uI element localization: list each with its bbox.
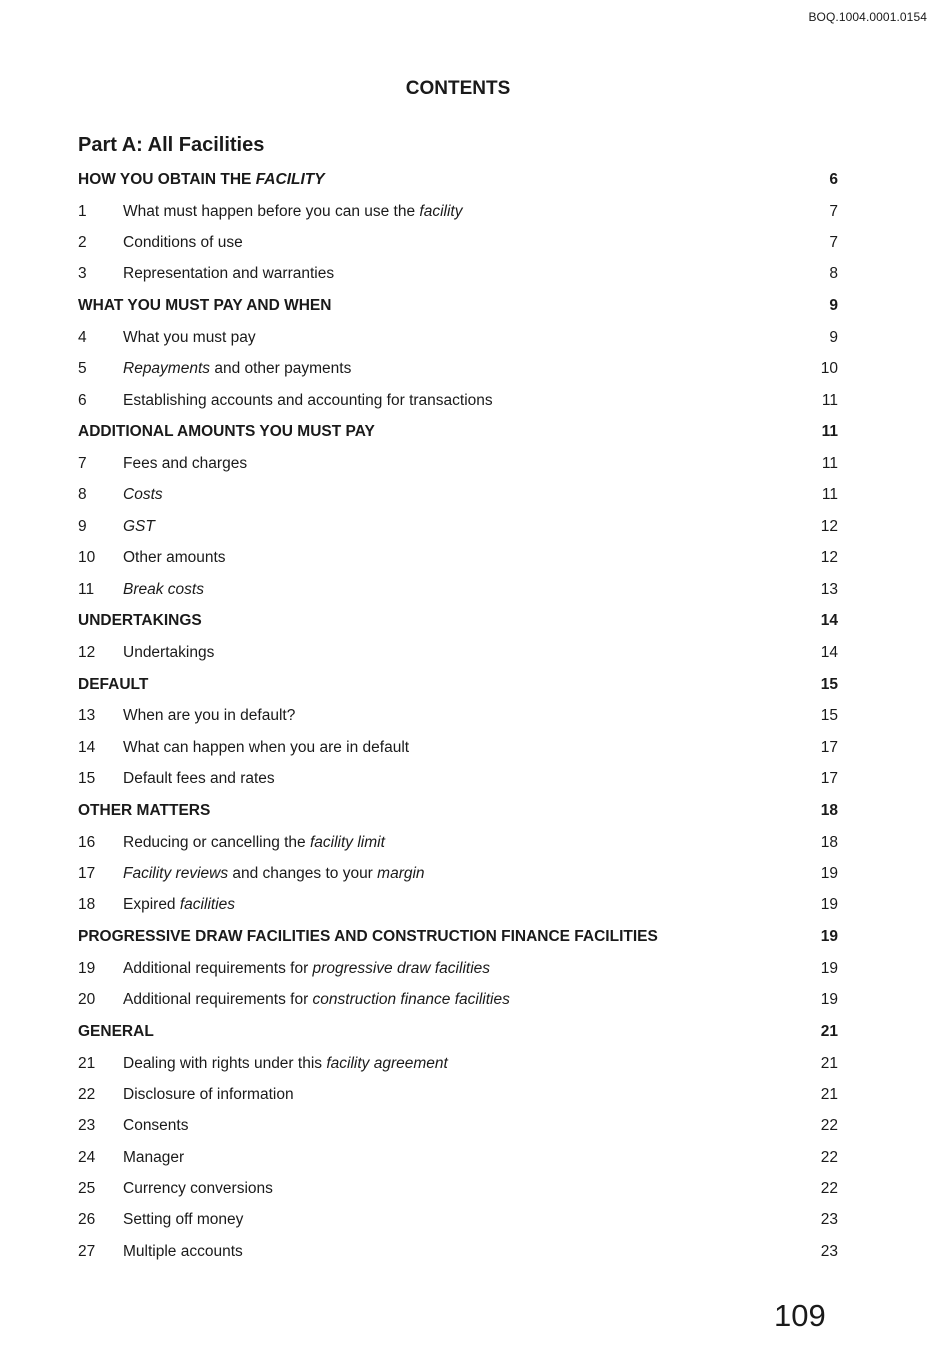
table-of-contents — [78, 164, 838, 1268]
toc-page-ref: 14 — [820, 612, 838, 630]
toc-entry-title — [123, 360, 798, 378]
toc-page-ref: 11 — [821, 486, 838, 504]
toc-title-segment: Other amounts — [123, 549, 226, 567]
toc-entry-row — [78, 1111, 838, 1142]
toc-entry-number: 3 — [78, 265, 87, 283]
toc-page-ref: 22 — [820, 1180, 838, 1198]
toc-entry-title — [123, 549, 798, 567]
toc-page-ref: 22 — [820, 1148, 838, 1166]
toc-section-title — [78, 423, 798, 441]
toc-entry-row — [78, 574, 838, 605]
toc-page-ref: 6 — [829, 171, 838, 188]
toc-entry-row — [78, 984, 838, 1015]
toc-entry-row — [78, 701, 838, 732]
toc-entry-number: 9 — [78, 517, 87, 535]
toc-entry-row — [78, 227, 838, 258]
toc-page-ref: 8 — [829, 265, 838, 283]
toc-title-segment: Break costs — [123, 580, 204, 598]
toc-title-segment: Manager — [123, 1148, 185, 1166]
toc-title-segment: Conditions of use — [123, 234, 243, 252]
toc-page-ref: 9 — [829, 297, 838, 315]
toc-entry-row — [78, 732, 838, 763]
toc-section-title — [78, 297, 798, 315]
toc-page-ref: 23 — [820, 1242, 838, 1260]
toc-title-segment: What can happen when you are in default — [123, 738, 410, 756]
toc-title-segment: PROGRESSIVE DRAW FACILITIES AND CONSTRUCTION FINANCE FACILITIES — [78, 928, 658, 946]
toc-entry-row — [78, 511, 838, 542]
toc-entry-number: 14 — [78, 738, 96, 756]
toc-entry-number: 24 — [78, 1148, 96, 1166]
toc-entry-row — [78, 543, 838, 574]
toc-entry-title — [123, 1117, 798, 1135]
toc-section-row — [78, 416, 838, 448]
toc-section-title — [78, 171, 798, 189]
toc-entry-number: 16 — [78, 833, 96, 851]
toc-entry-title — [123, 1211, 798, 1229]
toc-page-ref: 22 — [820, 1117, 838, 1135]
toc-page-ref: 10 — [820, 360, 838, 378]
toc-entry-row — [78, 322, 838, 353]
toc-entry-number: 25 — [78, 1180, 96, 1198]
toc-entry-row — [78, 953, 838, 984]
toc-entry-row — [78, 1048, 838, 1079]
toc-title-segment: and other payments — [210, 360, 352, 378]
toc-title-segment: Costs — [123, 486, 163, 504]
toc-page-ref: 15 — [820, 675, 838, 693]
toc-page-ref: 15 — [820, 707, 838, 725]
toc-page-ref: 19 — [820, 959, 838, 977]
toc-entry-title — [123, 1086, 798, 1104]
toc-page-ref: 21 — [820, 1085, 838, 1103]
toc-page-ref: 14 — [820, 643, 838, 661]
toc-entry-number: 23 — [78, 1117, 96, 1135]
toc-entry-title — [123, 896, 798, 914]
toc-title-segment: Facility reviews — [123, 864, 229, 882]
document-reference: BOQ.1004.0001.0154 — [808, 10, 927, 24]
toc-entry-row — [78, 858, 838, 889]
toc-entry-row — [78, 1205, 838, 1236]
toc-section-title — [78, 802, 798, 820]
toc-title-segment: Default fees and rates — [123, 770, 275, 788]
toc-entry-number: 20 — [78, 991, 96, 1009]
toc-title-segment: Representation and warranties — [123, 265, 335, 283]
toc-title-segment: Additional requirements for — [123, 991, 313, 1009]
toc-page-ref: 19 — [820, 896, 838, 914]
toc-entry-title — [123, 739, 798, 757]
part-heading: Part A: All Facilities — [78, 134, 265, 156]
toc-title-segment: ADDITIONAL AMOUNTS YOU MUST PAY — [78, 423, 375, 441]
toc-page-ref: 11 — [821, 423, 838, 441]
toc-section-row — [78, 795, 838, 827]
toc-title-segment: and changes to your — [228, 864, 378, 882]
toc-page-ref: 13 — [820, 580, 838, 598]
toc-page-ref: 21 — [820, 1022, 838, 1040]
toc-title-segment: OTHER MATTERS — [78, 801, 211, 819]
toc-entry-number: 5 — [78, 360, 87, 378]
toc-page-ref: 17 — [820, 738, 838, 756]
toc-entry-title — [123, 234, 798, 252]
toc-entry-row — [78, 259, 838, 290]
toc-page-ref: 19 — [820, 864, 838, 882]
toc-entry-number: 11 — [78, 580, 95, 598]
toc-title-segment: margin — [377, 864, 425, 882]
toc-title-segment: Disclosure of information — [123, 1085, 294, 1103]
toc-title-segment: What you must pay — [123, 328, 256, 346]
toc-entry-title — [123, 1055, 798, 1073]
toc-title-segment: HOW YOU OBTAIN THE — [78, 171, 256, 188]
toc-title-segment: What must happen before you can use the — [123, 202, 420, 220]
toc-entry-title — [123, 834, 798, 852]
toc-title-segment: Additional requirements for — [123, 959, 313, 977]
toc-title-segment: facility limit — [309, 833, 385, 851]
toc-title-segment: Setting off money — [123, 1211, 244, 1229]
toc-title-segment: facility — [419, 202, 463, 220]
toc-page-ref: 11 — [821, 455, 838, 473]
toc-section-title — [78, 928, 798, 946]
toc-title-segment: Reducing or cancelling the — [123, 833, 310, 851]
toc-title-segment: facility agreement — [326, 1054, 448, 1072]
toc-entry-number: 22 — [78, 1085, 96, 1103]
toc-title-segment: GENERAL — [78, 1022, 154, 1040]
toc-entry-row — [78, 354, 838, 385]
toc-entry-number: 6 — [78, 391, 87, 409]
toc-page-ref: 11 — [821, 391, 838, 409]
toc-entry-title — [123, 707, 798, 725]
toc-entry-number: 21 — [78, 1054, 96, 1072]
toc-title-segment: FACILITY — [255, 171, 325, 188]
toc-title-segment: progressive draw facilities — [312, 959, 491, 977]
toc-section-row — [78, 1016, 838, 1048]
toc-entry-title — [123, 518, 798, 536]
toc-entry-row — [78, 448, 838, 479]
toc-entry-row — [78, 1142, 838, 1173]
toc-entry-number: 15 — [78, 770, 96, 788]
toc-title-segment: Expired — [123, 896, 180, 914]
toc-section-title — [78, 676, 798, 694]
toc-entry-title — [123, 865, 798, 883]
toc-entry-row — [78, 196, 838, 227]
toc-entry-row — [78, 763, 838, 794]
toc-page-ref: 7 — [829, 234, 838, 252]
toc-entry-title — [123, 392, 798, 410]
toc-entry-title — [123, 455, 798, 473]
toc-section-title — [78, 612, 798, 630]
toc-entry-number: 7 — [78, 455, 87, 473]
toc-title-segment: When are you in default? — [123, 707, 296, 725]
toc-section-row — [78, 669, 838, 701]
toc-entry-number: 17 — [78, 864, 96, 882]
toc-page-ref: 17 — [820, 770, 838, 788]
toc-title-segment: Currency conversions — [123, 1180, 273, 1198]
toc-entry-number: 2 — [78, 234, 87, 252]
toc-entry-number: 1 — [78, 202, 87, 220]
toc-page-ref: 12 — [820, 517, 838, 535]
toc-entry-title — [123, 329, 798, 347]
toc-entry-title — [123, 1149, 798, 1167]
toc-entry-number: 8 — [78, 486, 87, 504]
toc-title-segment: Dealing with rights under this — [123, 1054, 327, 1072]
toc-page-ref: 21 — [820, 1054, 838, 1072]
toc-section-row — [78, 164, 838, 196]
toc-entry-title — [123, 770, 798, 788]
toc-title-segment: UNDERTAKINGS — [78, 612, 202, 630]
toc-entry-title — [123, 644, 798, 662]
toc-page-ref: 19 — [820, 991, 838, 1009]
toc-entry-title — [123, 581, 798, 599]
toc-page-ref: 12 — [820, 549, 838, 567]
toc-entry-title — [123, 265, 798, 283]
toc-title-segment: construction finance facilities — [312, 991, 510, 1009]
toc-page-ref: 18 — [820, 801, 838, 819]
toc-entry-title — [123, 1180, 798, 1198]
toc-title-segment: Undertakings — [123, 643, 215, 661]
toc-title-segment: Fees and charges — [123, 455, 248, 473]
toc-page-ref: 19 — [820, 928, 838, 946]
toc-title-segment: facilities — [179, 896, 236, 914]
toc-title-segment: Establishing accounts and accounting for transactions — [123, 391, 493, 409]
toc-entry-row — [78, 1236, 838, 1267]
toc-title-segment: GST — [123, 517, 155, 535]
toc-section-row — [78, 290, 838, 322]
toc-title-segment: DEFAULT — [78, 675, 149, 693]
toc-entry-number: 10 — [78, 549, 96, 567]
page-number: 109 — [774, 1298, 826, 1333]
toc-entry-row — [78, 827, 838, 858]
toc-title-segment: Consents — [123, 1117, 189, 1135]
toc-entry-number: 19 — [78, 959, 96, 977]
toc-entry-row — [78, 1079, 838, 1110]
toc-entry-number: 18 — [78, 896, 96, 914]
toc-section-row — [78, 605, 838, 637]
toc-entry-number: 12 — [78, 643, 96, 661]
toc-page-ref: 18 — [820, 833, 838, 851]
toc-page-ref: 7 — [829, 202, 838, 220]
toc-entry-title — [123, 960, 798, 978]
toc-entry-title — [123, 486, 798, 504]
toc-entry-row — [78, 1173, 838, 1204]
toc-page-ref: 23 — [820, 1211, 838, 1229]
toc-section-row — [78, 921, 838, 953]
toc-entry-row — [78, 890, 838, 921]
toc-page-ref: 9 — [829, 328, 838, 346]
toc-entry-title — [123, 1243, 798, 1261]
toc-section-title — [78, 1023, 798, 1041]
toc-entry-title — [123, 203, 798, 221]
toc-entry-number: 27 — [78, 1242, 96, 1260]
toc-entry-number: 13 — [78, 707, 96, 725]
toc-entry-title — [123, 991, 798, 1009]
toc-entry-row — [78, 637, 838, 668]
toc-entry-number: 4 — [78, 328, 87, 346]
toc-title-segment: Repayments — [123, 360, 211, 378]
contents-title: CONTENTS — [405, 78, 511, 99]
toc-title-segment: Multiple accounts — [123, 1242, 243, 1260]
toc-entry-row — [78, 480, 838, 511]
toc-entry-row — [78, 385, 838, 416]
toc-title-segment: WHAT YOU MUST PAY AND WHEN — [78, 297, 332, 315]
toc-entry-number: 26 — [78, 1211, 96, 1229]
